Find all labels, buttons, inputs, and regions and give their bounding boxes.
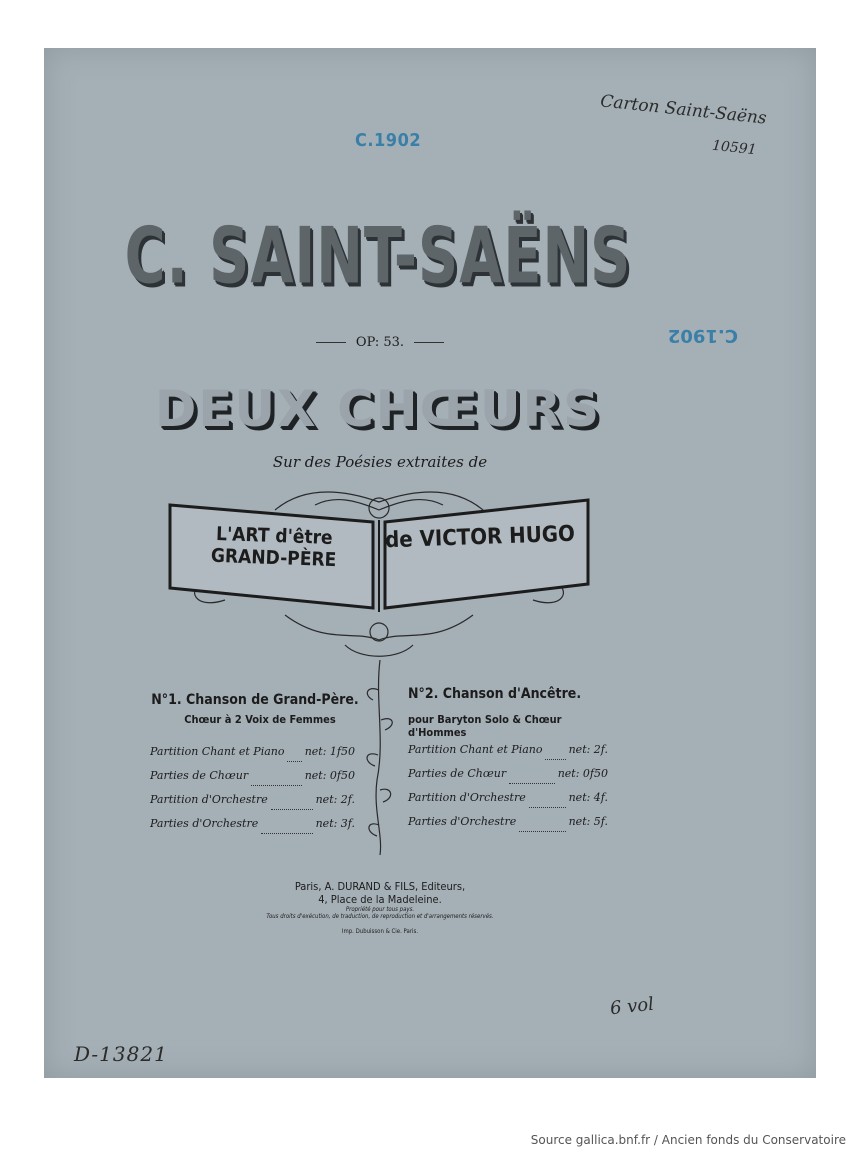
library-stamp-rotated: C.1902 xyxy=(667,325,738,346)
publisher-address: 4, Place de la Madeleine. xyxy=(318,893,442,906)
chorus-2-price-list xyxy=(408,743,608,839)
chorus-1-title: N°1. Chanson de Grand-Père. xyxy=(151,692,359,708)
chorus-1-voicing: Chœur à 2 Voix de Femmes xyxy=(184,713,336,726)
publisher-name: Paris, A. DURAND & FILS, Editeurs, xyxy=(294,880,466,893)
chorus-2-voicing: pour Baryton Solo & Chœur d'Hommes xyxy=(408,713,562,739)
item-label: Partition Chant et Piano xyxy=(408,743,543,756)
item-label: Parties d'Orchestre xyxy=(408,815,517,828)
item-price: net: 4f. xyxy=(568,791,608,804)
leader-dots xyxy=(287,745,301,762)
work-title: DEUX CHŒURS xyxy=(154,380,602,438)
handwritten-volume-count: 6 vol xyxy=(609,993,655,1020)
list-item xyxy=(408,767,608,791)
leader-dots xyxy=(261,817,312,834)
handwritten-number: 10591 xyxy=(711,137,758,159)
rule-right xyxy=(414,342,444,343)
banner-text-right: de VICTOR HUGO xyxy=(384,521,576,554)
item-price: net: 1f50 xyxy=(304,745,355,758)
list-item xyxy=(408,791,608,815)
list-item xyxy=(408,743,608,767)
vine-ornament xyxy=(355,660,405,860)
list-item xyxy=(150,817,355,841)
rights-notice-2: Tous droits d'exécution, de traduction, de reproduction et d'arrangements réservés. xyxy=(266,913,494,920)
leader-dots xyxy=(251,769,302,786)
item-label: Partition d'Orchestre xyxy=(150,793,268,806)
list-item xyxy=(408,815,608,839)
chorus-1-price-list xyxy=(150,745,355,841)
handwritten-call-number: D-13821 xyxy=(74,1042,168,1066)
item-label: Partition Chant et Piano xyxy=(150,745,285,758)
opus-number: OP: 53. xyxy=(355,335,405,350)
list-item xyxy=(150,793,355,817)
leader-dots xyxy=(271,793,313,810)
ornamental-book-banner xyxy=(165,480,593,670)
item-label: Partition d'Orchestre xyxy=(408,791,526,804)
handwritten-note: Carton Saint-Saëns xyxy=(599,91,768,129)
item-price: net: 2f. xyxy=(568,743,608,756)
item-price: net: 2f. xyxy=(315,793,355,806)
chorus-2-title: N°2. Chanson d'Ancêtre. xyxy=(408,686,582,702)
leader-dots xyxy=(545,743,565,760)
opus-line xyxy=(270,335,490,350)
item-price: net: 3f. xyxy=(315,817,355,830)
list-item xyxy=(150,769,355,793)
publisher-imprint xyxy=(250,880,510,935)
item-price: net: 0f50 xyxy=(557,767,608,780)
composer-name: C. SAINT-SAËNS xyxy=(124,210,632,302)
library-stamp: C.1902 xyxy=(355,130,422,151)
item-label: Parties de Chœur xyxy=(408,767,507,780)
printer-credit: Imp. Dubuisson & Cie. Paris. xyxy=(341,928,419,935)
leader-dots xyxy=(529,791,566,808)
banner-text-left: L'ART d'être GRAND-PÈRE xyxy=(210,522,337,572)
work-subtitle: Sur des Poésies extraites de xyxy=(272,453,488,471)
item-price: net: 0f50 xyxy=(304,769,355,782)
source-credit: Source gallica.bnf.fr / Ancien fonds du Conservatoire xyxy=(530,1133,846,1147)
item-label: Parties de Chœur xyxy=(150,769,249,782)
leader-dots xyxy=(519,815,565,832)
item-price: net: 5f. xyxy=(568,815,608,828)
leader-dots xyxy=(509,767,555,784)
rule-left xyxy=(316,342,346,343)
rights-notice-1: Propriété pour tous pays. xyxy=(345,906,415,913)
list-item xyxy=(150,745,355,769)
item-label: Parties d'Orchestre xyxy=(150,817,259,830)
